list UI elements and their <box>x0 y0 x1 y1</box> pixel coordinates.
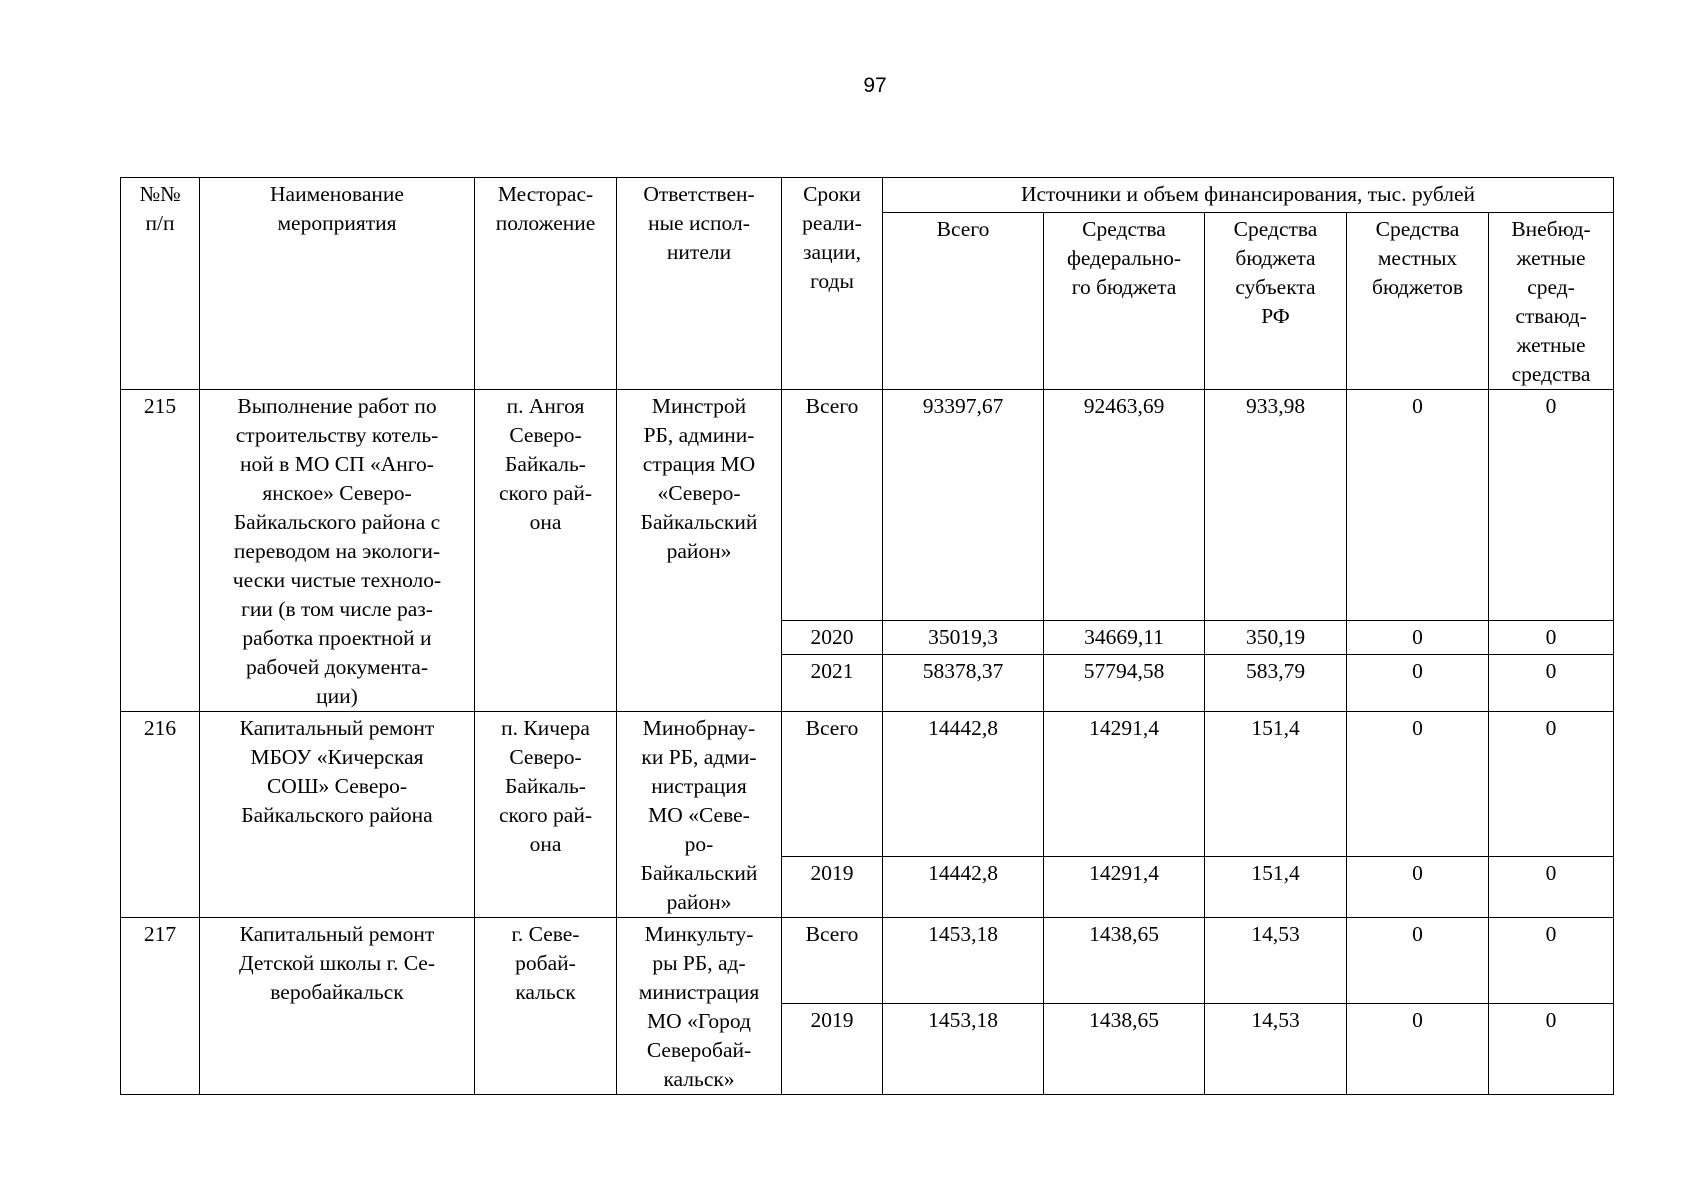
regional-cell: 14,53 <box>1205 1003 1347 1094</box>
extra-cell: 0 <box>1489 918 1614 1004</box>
regional-cell: 933,98 <box>1205 390 1347 621</box>
project-number-cell: 215 <box>121 390 200 712</box>
project-responsible-cell: Минкульту- ры РБ, ад- министрация МО «Город Северобай- кальск» <box>617 918 782 1095</box>
federal-cell: 34669,11 <box>1044 620 1205 654</box>
period-cell: 2019 <box>782 857 883 918</box>
local-cell: 0 <box>1347 620 1489 654</box>
project-name-cell: Капитальный ремонт Детской школы г. Се- веробайкальск <box>200 918 475 1095</box>
regional-cell: 583,79 <box>1205 655 1347 712</box>
local-cell: 0 <box>1347 857 1489 918</box>
period-cell: 2019 <box>782 1003 883 1094</box>
total-cell: 58378,37 <box>883 655 1044 712</box>
project-responsible-cell: Минстрой РБ, админи- страция МО «Северо- Байкальский район» <box>617 390 782 712</box>
local-cell: 0 <box>1347 655 1489 712</box>
total-cell: 93397,67 <box>883 390 1044 621</box>
table-row <box>121 390 1614 621</box>
project-name-cell: Капитальный ремонт МБОУ «Кичерская СОШ» Северо- Байкальского района <box>200 712 475 918</box>
project-number-cell: 217 <box>121 918 200 1095</box>
period-cell: 2020 <box>782 620 883 654</box>
financing-table <box>120 177 1614 1095</box>
total-cell: 14442,8 <box>883 857 1044 918</box>
extra-cell: 0 <box>1489 712 1614 857</box>
federal-cell: 14291,4 <box>1044 857 1205 918</box>
project-location-cell: п. Ангоя Северо- Байкаль- ского рай- она <box>475 390 617 712</box>
regional-cell: 350,19 <box>1205 620 1347 654</box>
project-location-cell: г. Севе- робай- кальск <box>475 918 617 1095</box>
local-cell: 0 <box>1347 1003 1489 1094</box>
header-row-1 <box>121 178 1614 213</box>
project-location-cell: п. Кичера Северо- Байкаль- ского рай- она <box>475 712 617 918</box>
table-row <box>121 712 1614 857</box>
header-funding-group: Источники и объем финансирования, тыс. рублей <box>883 178 1614 213</box>
header-responsible: Ответствен- ные испол- нители <box>617 178 782 390</box>
federal-cell: 1438,65 <box>1044 1003 1205 1094</box>
regional-cell: 151,4 <box>1205 712 1347 857</box>
local-cell: 0 <box>1347 918 1489 1004</box>
local-cell: 0 <box>1347 712 1489 857</box>
period-cell: Всего <box>782 918 883 1004</box>
period-cell: Всего <box>782 390 883 621</box>
total-cell: 1453,18 <box>883 918 1044 1004</box>
total-cell: 1453,18 <box>883 1003 1044 1094</box>
project-name-cell: Выполнение работ по строительству котель- ной в МО СП «Анго- янское» Северо- Байкальского района с переводом на экологи- чески чистые техноло- гии (в том числе раз- работка проектной и рабочей документа- ции) <box>200 390 475 712</box>
regional-cell: 14,53 <box>1205 918 1347 1004</box>
header-name: Наименование мероприятия <box>200 178 475 390</box>
header-location: Месторас- положение <box>475 178 617 390</box>
header-period: Сроки реали- зации, годы <box>782 178 883 390</box>
header-federal: Средства федерально- го бюджета <box>1044 213 1205 390</box>
federal-cell: 92463,69 <box>1044 390 1205 621</box>
project-responsible-cell: Минобрнау- ки РБ, адми- нистрация МО «Севе- ро- Байкальский район» <box>617 712 782 918</box>
total-cell: 14442,8 <box>883 712 1044 857</box>
period-cell: Всего <box>782 712 883 857</box>
project-number-cell: 216 <box>121 712 200 918</box>
extra-cell: 0 <box>1489 857 1614 918</box>
page-number: 97 <box>863 74 887 97</box>
extra-cell: 0 <box>1489 1003 1614 1094</box>
federal-cell: 14291,4 <box>1044 712 1205 857</box>
federal-cell: 1438,65 <box>1044 918 1205 1004</box>
header-no: №№ п/п <box>121 178 200 390</box>
table-row <box>121 918 1614 1004</box>
header-regional: Средства бюджета субъекта РФ <box>1205 213 1347 390</box>
extra-cell: 0 <box>1489 655 1614 712</box>
extra-cell: 0 <box>1489 620 1614 654</box>
header-local: Средства местных бюджетов <box>1347 213 1489 390</box>
period-cell: 2021 <box>782 655 883 712</box>
regional-cell: 151,4 <box>1205 857 1347 918</box>
total-cell: 35019,3 <box>883 620 1044 654</box>
federal-cell: 57794,58 <box>1044 655 1205 712</box>
extra-cell: 0 <box>1489 390 1614 621</box>
header-total: Всего <box>883 213 1044 390</box>
header-extra: Внебюд- жетные сред- стваюд- жетные средства <box>1489 213 1614 390</box>
local-cell: 0 <box>1347 390 1489 621</box>
